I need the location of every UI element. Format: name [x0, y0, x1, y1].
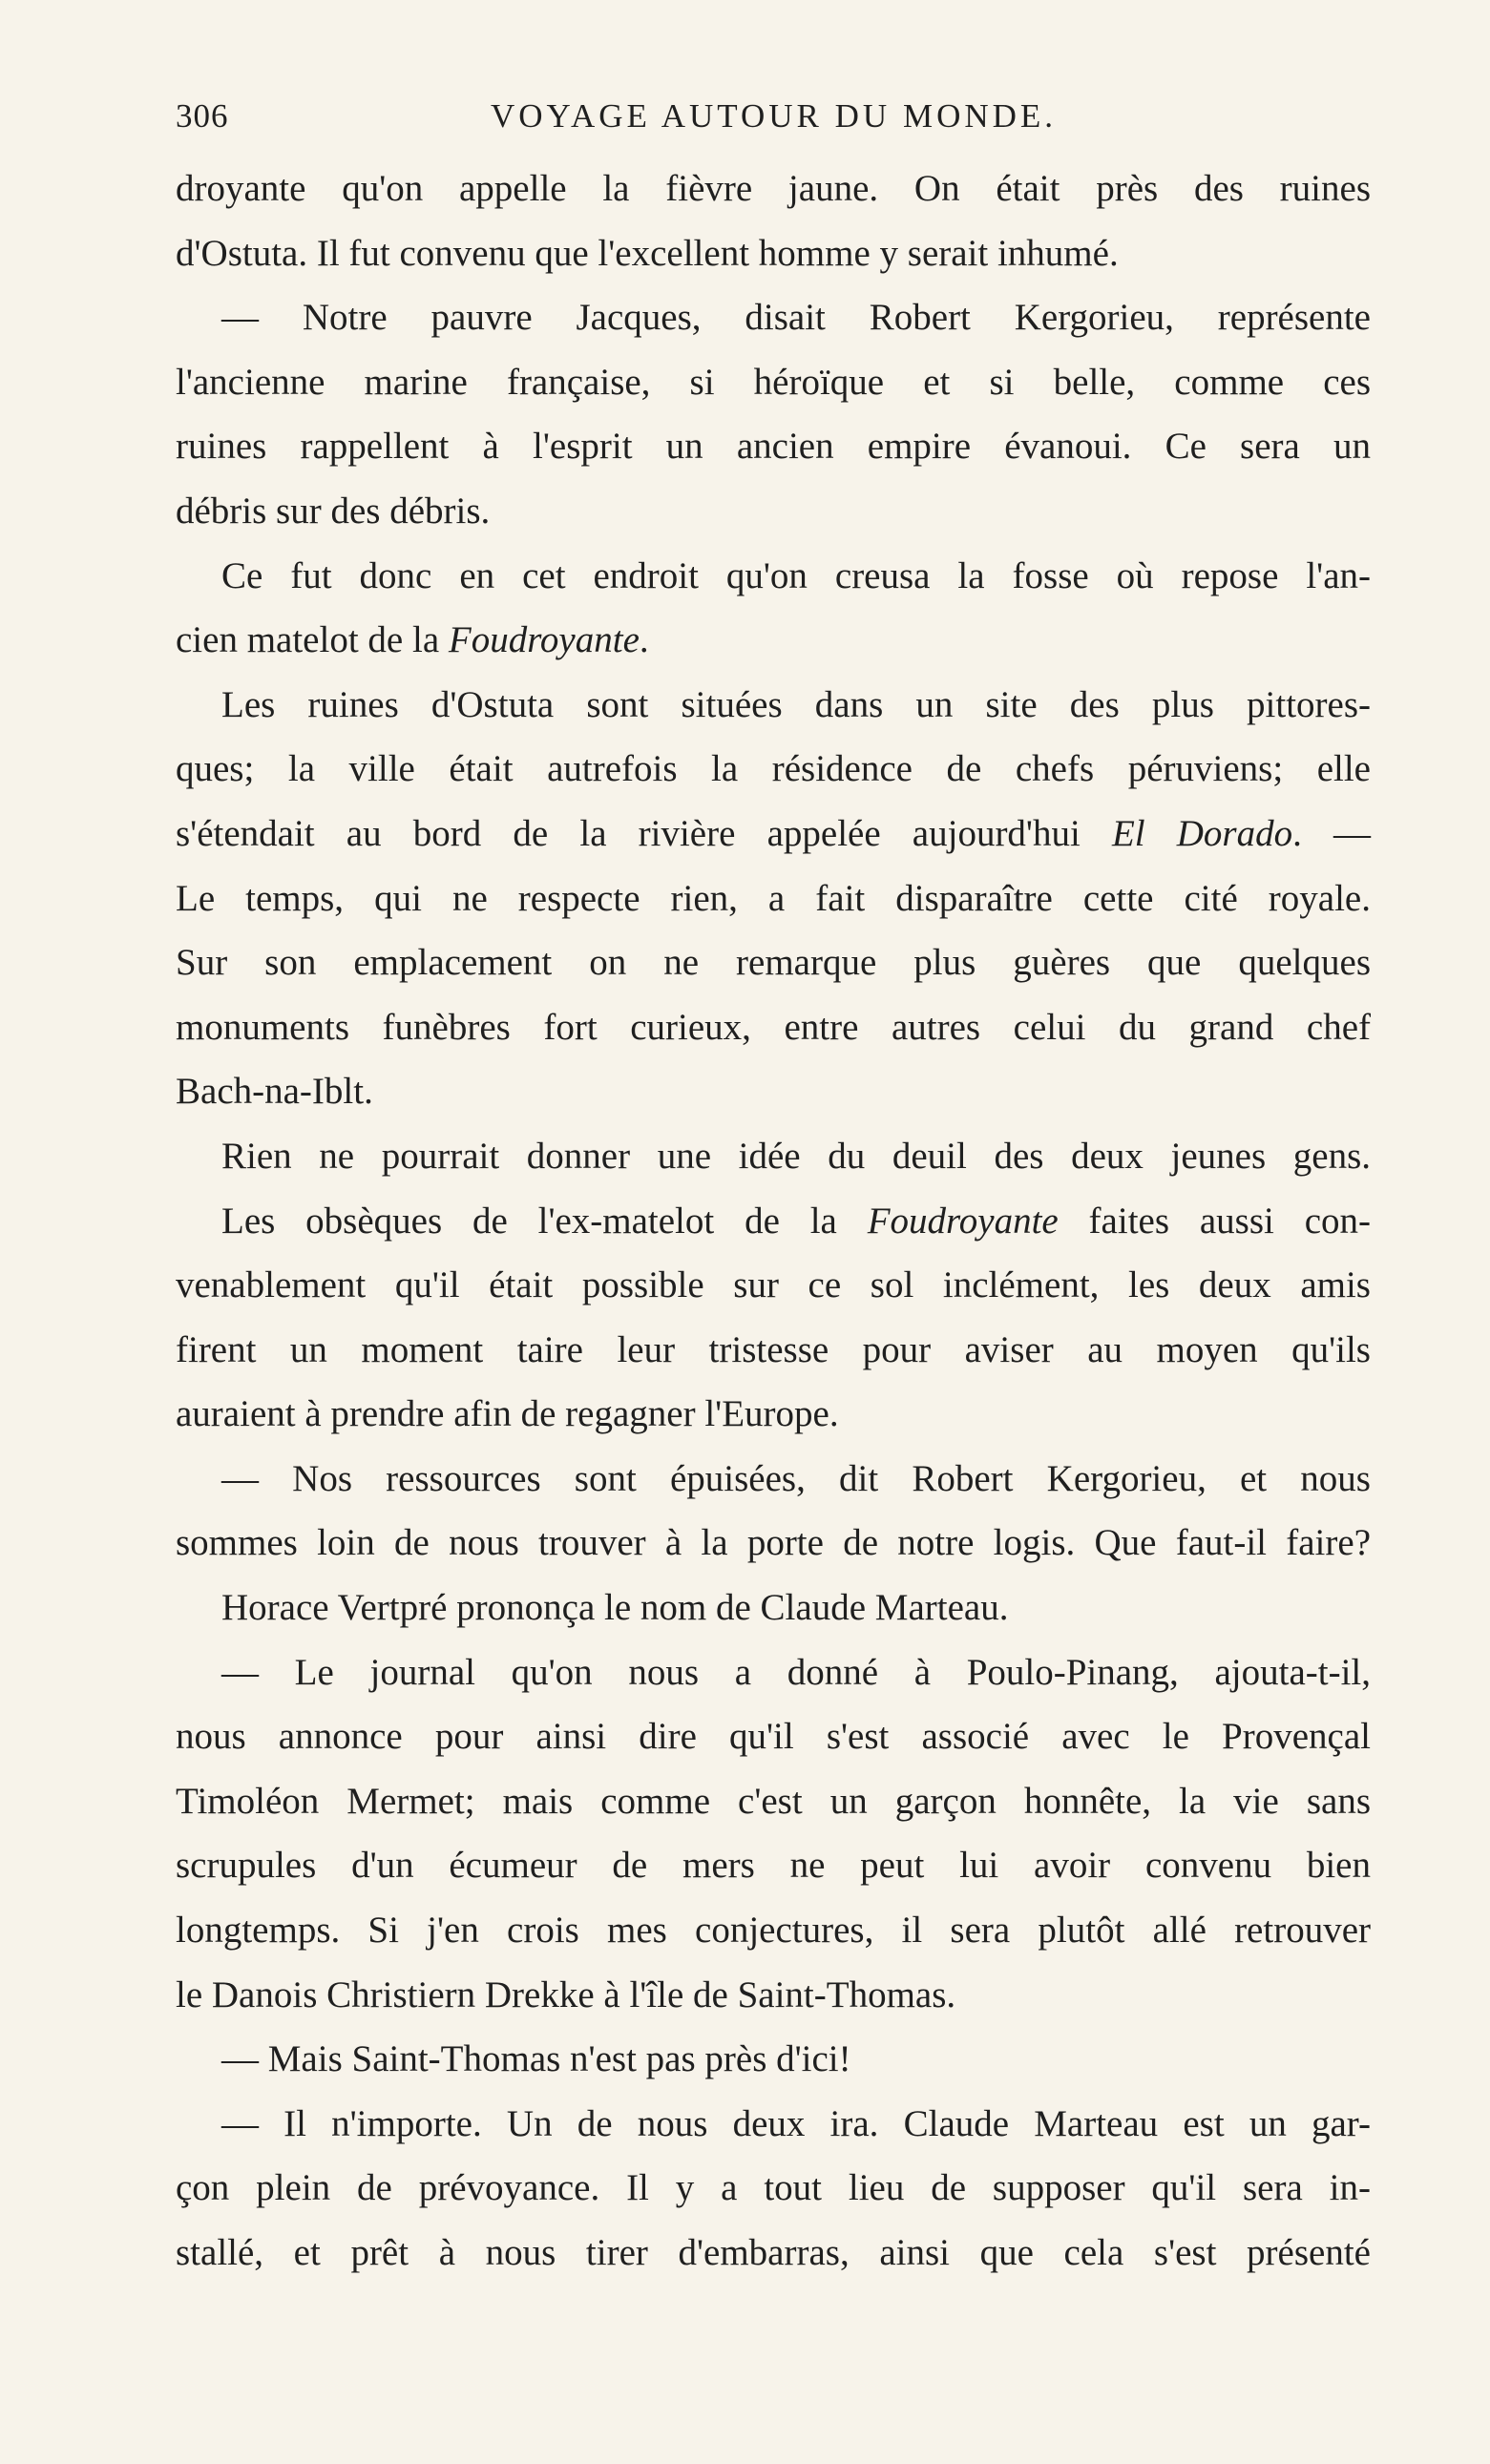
text-line [176, 608, 1371, 673]
text-line: Ce fut donc en cet endroit qu'on creusa la fosse où repose l'an- [221, 554, 1371, 596]
text-line: — Le journal qu'on nous a donné à Poulo-Pinang, ajouta-t-il, [221, 1651, 1371, 1693]
text-line: venablement qu'il était possible sur ce sol inclément, les deux amis [176, 1264, 1371, 1306]
text-line: d'Ostuta. Il fut convenu que l'excellent homme y serait inhumé. [176, 232, 1119, 274]
page-header [176, 94, 1302, 151]
text-line: l'ancienne marine française, si héroïque et si belle, comme ces [176, 361, 1371, 403]
text-line: Timoléon Mermet; mais comme c'est un garçon honnête, la vie sans [176, 1780, 1371, 1822]
text-line: firent un moment taire leur tristesse pour aviser au moyen qu'ils [176, 1328, 1371, 1370]
italic-title: Foudroyante [448, 619, 640, 661]
text-line: stallé, et prêt à nous tirer d'embarras, ainsi que cela s'est présenté [176, 2232, 1371, 2273]
text-segment: s'étendait au bord de la rivière appelée aujourd'hui [176, 812, 1112, 854]
text-line [176, 1189, 1371, 1254]
text-line: ruines rappellent à l'esprit un ancien empire évanoui. Ce sera un [176, 426, 1371, 468]
text-segment: . [639, 619, 649, 661]
text-line: débris sur des débris. [176, 490, 491, 532]
text-line: Sur son emplacement on ne remarque plus guères que quelques [176, 942, 1371, 984]
text-segment: . — [1292, 812, 1372, 854]
running-title: VOYAGE AUTOUR DU MONDE. [491, 97, 1058, 135]
text-line: le Danois Christiern Drekke à l'île de Saint-Thomas. [176, 1973, 956, 2015]
text-line: Les ruines d'Ostuta sont situées dans un site des plus pittores- [221, 683, 1371, 725]
text-segment: Les obsèques de l'ex-matelot de la [221, 1200, 868, 1242]
body-text [176, 157, 1371, 2286]
text-line: auraient à prendre afin de regagner l'Europe. [176, 1393, 839, 1435]
text-line: Rien ne pourrait donner une idée du deuil des deux jeunes gens. [221, 1135, 1371, 1177]
text-segment: faites aussi con- [1058, 1200, 1371, 1242]
text-line [176, 802, 1371, 867]
page-number: 306 [176, 97, 229, 135]
text-line: — Mais Saint-Thomas n'est pas près d'ici! [221, 2038, 851, 2080]
text-line: Bach-na-Iblt. [176, 1071, 373, 1113]
text-line: scrupules d'un écumeur de mers ne peut lui avoir convenu bien [176, 1845, 1371, 1887]
text-segment: cien matelot de la [176, 619, 449, 661]
text-line: Horace Vertpré prononça le nom de Claude Marteau. [221, 1587, 1009, 1629]
text-line: sommes loin de nous trouver à la porte de notre logis. Que faut-il faire? [176, 1522, 1371, 1564]
text-line: — Notre pauvre Jacques, disait Robert Kergorieu, représente [221, 297, 1371, 339]
text-line: longtemps. Si j'en crois mes conjectures, il sera plutôt allé retrouver [176, 1910, 1371, 1952]
italic-title: El Dorado [1111, 812, 1293, 854]
text-line: çon plein de prévoyance. Il y a tout lieu de supposer qu'il sera in- [176, 2167, 1371, 2209]
text-line: — Il n'importe. Un de nous deux ira. Claude Marteau est un gar- [221, 2102, 1371, 2144]
text-line: droyante qu'on appelle la fièvre jaune. On était près des ruines [176, 168, 1371, 209]
text-line: Le temps, qui ne respecte rien, a fait disparaître cette cité royale. [176, 877, 1371, 919]
text-line: ques; la ville était autrefois la résidence de chefs péruviens; elle [176, 748, 1371, 790]
text-line: monuments funèbres fort curieux, entre autres celui du grand chef [176, 1006, 1371, 1048]
text-line: nous annonce pour ainsi dire qu'il s'est associé avec le Provençal [176, 1716, 1371, 1758]
italic-title: Foudroyante [867, 1200, 1059, 1242]
text-line: — Nos ressources sont épuisées, dit Robert Kergorieu, et nous [221, 1457, 1371, 1499]
